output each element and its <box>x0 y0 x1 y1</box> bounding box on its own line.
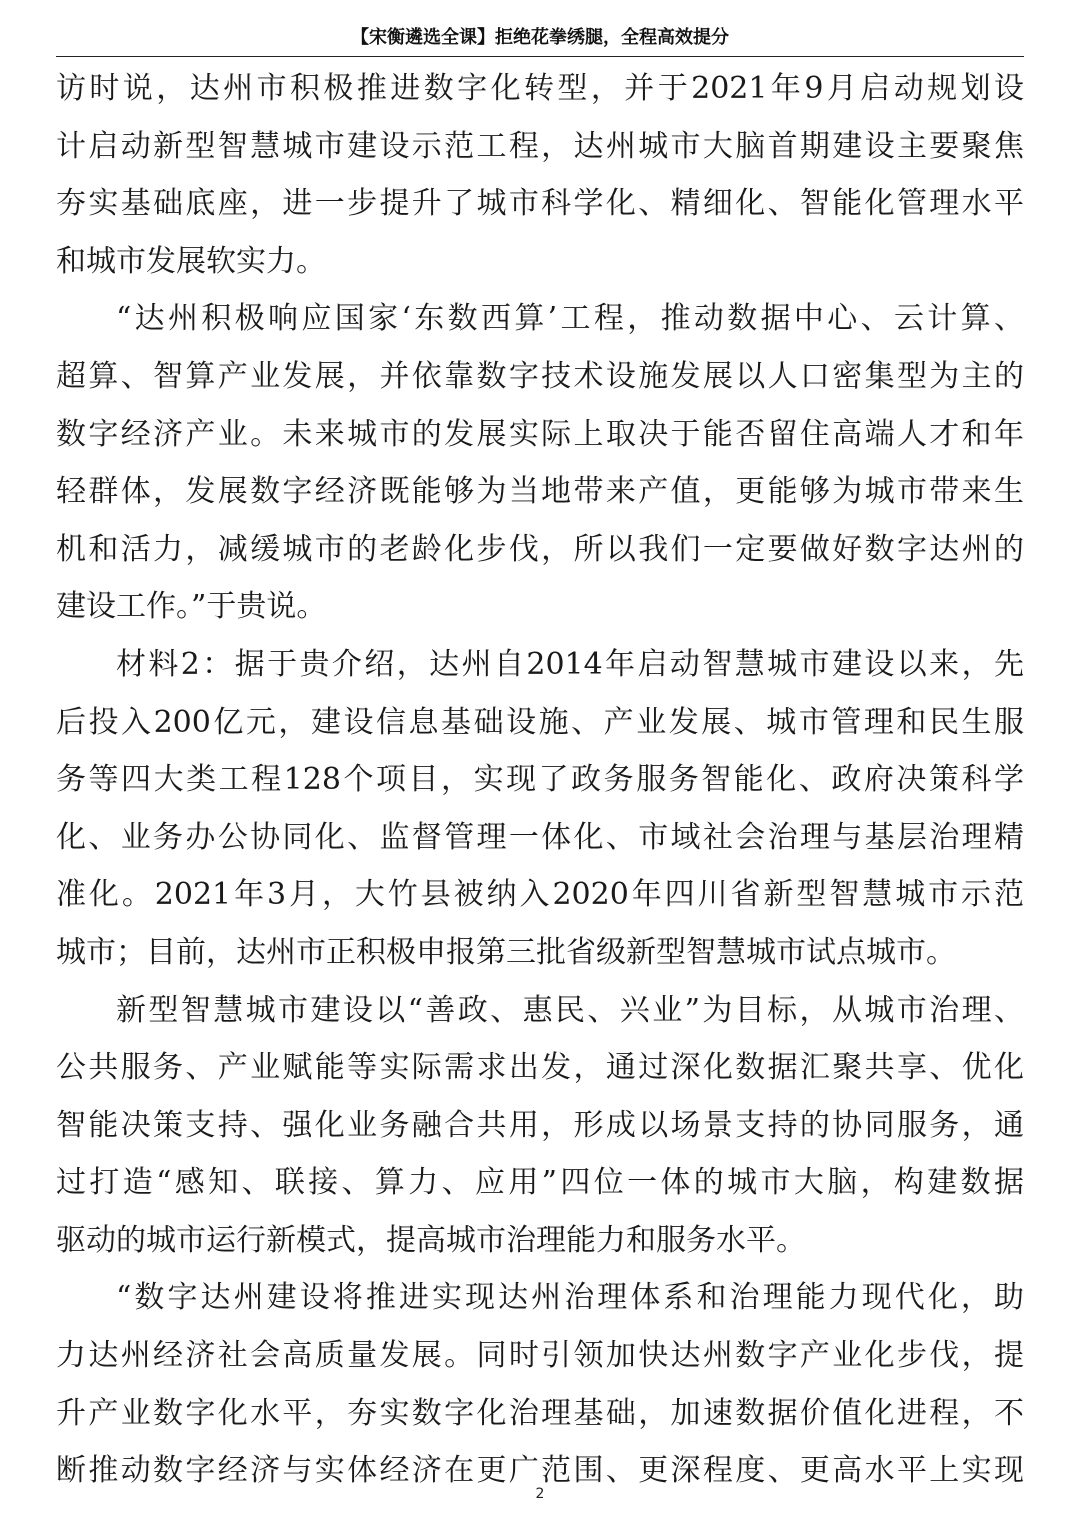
text-line: 过打造“感知、联接、算力、应用”四位一体的城市大脑，构建数据 <box>56 1165 1024 1201</box>
page-number: 2 <box>535 1486 545 1502</box>
paragraph-first-line: “达州积极响应国家‘东数西算’工程，推动数据中心、云计算、 <box>116 301 1024 337</box>
text-line: 夯实基础底座，进一步提升了城市科学化、精细化、智能化管理水平 <box>56 186 1024 222</box>
text-line: 智能决策支持、强化业务融合共用，形成以场景支持的协同服务，通 <box>56 1107 1024 1143</box>
text-line: 数字经济产业。未来城市的发展实际上取决于能否留住高端人才和年 <box>56 416 1024 452</box>
text-line: 务等四大类工程128个项目，实现了政务服务智能化、政府决策科学 <box>56 762 1024 798</box>
text-line: 升产业数字化水平，夯实数字化治理基础，加速数据价值化进程，不 <box>56 1395 1024 1431</box>
text-line: 建设工作。”于贵说。 <box>56 589 327 625</box>
paragraph-first-line: “数字达州建设将推进实现达州治理体系和治理能力现代化，助 <box>116 1280 1024 1316</box>
text-line: 访时说，达州市积极推进数字化转型，并于2021年9月启动规划设 <box>56 71 1024 106</box>
text-line: 化、业务办公协同化、监督管理一体化、市域社会治理与基层治理精 <box>56 819 1024 855</box>
text-line: 力达州经济社会高质量发展。同时引领加快达州数字产业化步伐，提 <box>56 1338 1024 1374</box>
text-line: 轻群体，发展数字经济既能够为当地带来产值，更能够为城市带来生 <box>56 474 1024 510</box>
text-line: 计启动新型智慧城市建设示范工程，达州城市大脑首期建设主要聚焦 <box>56 128 1024 164</box>
text-line: 公共服务、产业赋能等实际需求出发，通过深化数据汇聚共享、优化 <box>56 1050 1024 1086</box>
page-header: 【宋衡遴选全课】拒绝花拳绣腿，全程高效提分 <box>351 27 729 48</box>
text-line: 后投入200亿元，建设信息基础设施、产业发展、城市管理和民生服 <box>56 704 1024 740</box>
text-line: 和城市发展软实力。 <box>56 243 326 279</box>
document-body <box>56 60 1024 1500</box>
paragraph-first-line: 新型智慧城市建设以“善政、惠民、兴业”为目标，从城市治理、 <box>116 992 1024 1028</box>
text-line: 超算、智算产业发展，并依靠数字技术设施发展以人口密集型为主的 <box>56 358 1024 394</box>
header-divider <box>56 56 1024 57</box>
text-line: 驱动的城市运行新模式，提高城市治理能力和服务水平。 <box>56 1222 806 1258</box>
text-line: 准化。2021年3月，大竹县被纳入2020年四川省新型智慧城市示范 <box>56 877 1024 913</box>
text-line: 断推动数字经济与实体经济在更广范围、更深程度、更高水平上实现 <box>56 1453 1024 1489</box>
text-line: 机和活力，减缓城市的老龄化步伐，所以我们一定要做好数字达州的 <box>56 531 1024 567</box>
paragraph-first-line: 材料2：据于贵介绍，达州自2014年启动智慧城市建设以来，先 <box>116 646 1024 682</box>
text-line: 城市；目前，达州市正积极申报第三批省级新型智慧城市试点城市。 <box>56 934 956 970</box>
